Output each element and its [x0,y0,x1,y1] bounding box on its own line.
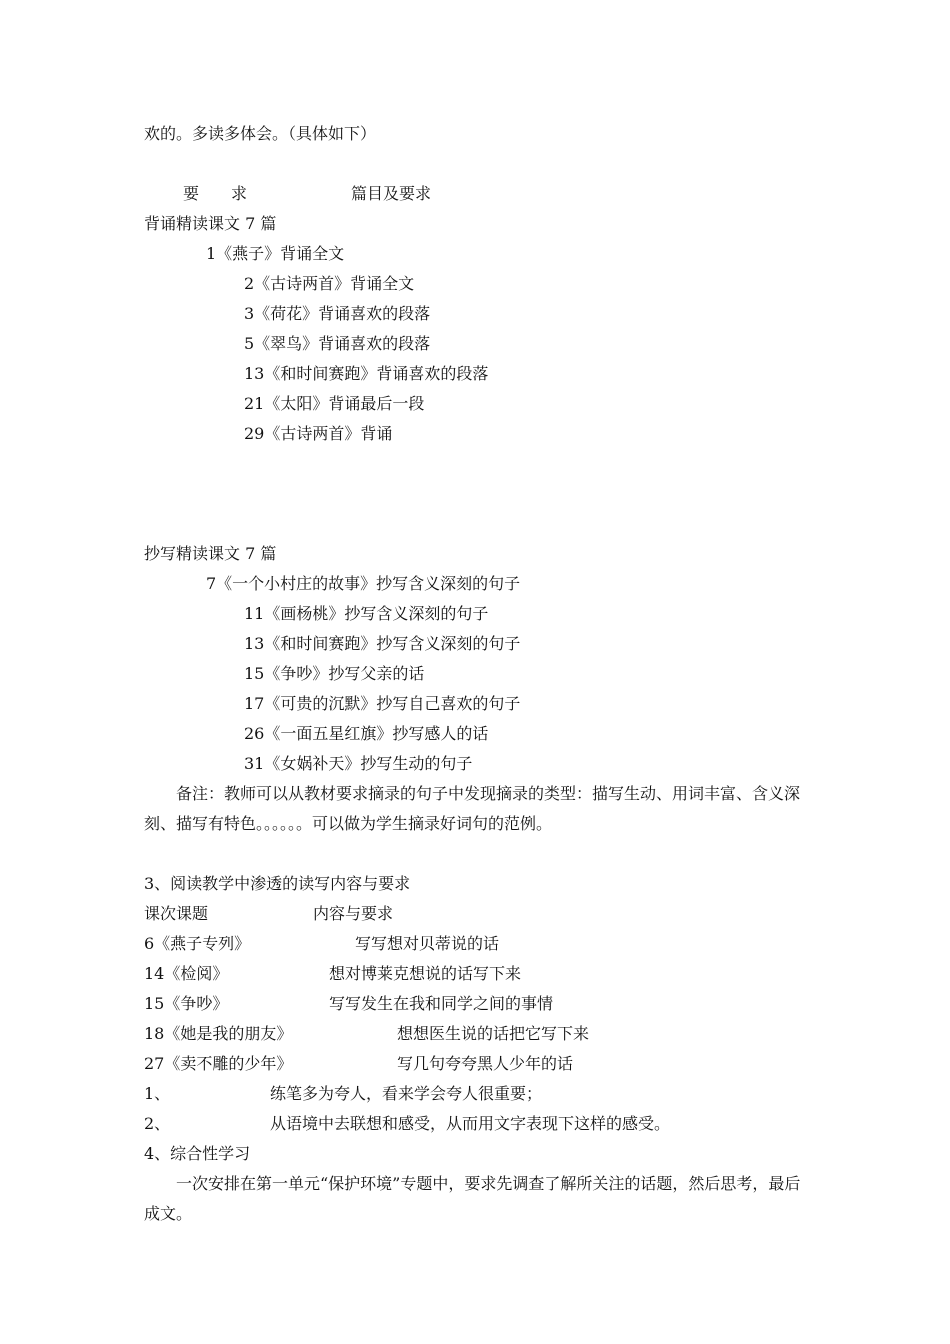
recite-item: 1《燕子》背诵全文 [206,244,345,263]
lesson-title: 14《检阅》 [144,964,229,983]
section4-title: 4、综合性学习 [144,1144,251,1163]
point-text: 练笔多为夸人，看来学会夸人很重要； [270,1084,543,1103]
copy-item: 7《一个小村庄的故事》抄写含义深刻的句子 [206,574,521,593]
recite-item: 29《古诗两首》背诵 [244,424,393,443]
lesson-title: 15《争吵》 [144,994,229,1013]
recite-item: 3《荷花》背诵喜欢的段落 [244,304,431,323]
recite-item: 13《和时间赛跑》背诵喜欢的段落 [244,364,489,383]
section4-paragraph: 一次安排在第一单元“保护环境”专题中，要求先调查了解所关注的话题，然后思考，最后成文。 [144,1174,801,1223]
copy-item: 15《争吵》抄写父亲的话 [244,664,425,683]
section3-header-lesson: 课次课题 [144,904,209,923]
lesson-content: 想对博莱克想说的话写下来 [329,964,522,983]
section3-header-content: 内容与要求 [313,904,394,923]
copy-item: 17《可贵的沉默》抄写自己喜欢的句子 [244,694,521,713]
table-header-titles: 篇目及要求 [351,184,432,203]
recite-item: 21《太阳》背诵最后一段 [244,394,425,413]
lesson-content: 写几句夸夸黑人少年的话 [397,1054,574,1073]
copy-item: 31《女娲补天》抄写生动的句子 [244,754,473,773]
recite-title: 背诵精读课文 7 篇 [144,214,277,233]
note-paragraph: 备注：教师可以从教材要求摘录的句子中发现摘录的类型：描写生动、用词丰富、含义深刻、描写有特色。。。。。。可以做为学生摘录好词句的范例。 [144,784,801,833]
lesson-title: 27《卖不雕的少年》 [144,1054,293,1073]
lesson-content: 写写想对贝蒂说的话 [355,934,500,953]
point-text: 从语境中去联想和感受，从而用文字表现下这样的感受。 [270,1114,671,1133]
copy-item: 13《和时间赛跑》抄写含义深刻的句子 [244,634,521,653]
lesson-title: 18《她是我的朋友》 [144,1024,293,1043]
copy-title: 抄写精读课文 7 篇 [144,544,277,563]
intro-text: 欢的。多读多体会。（具体如下） [144,124,377,143]
recite-item: 2《古诗两首》背诵全文 [244,274,415,293]
lesson-content: 想想医生说的话把它写下来 [397,1024,590,1043]
recite-item: 5《翠鸟》背诵喜欢的段落 [244,334,431,353]
point-number: 2、 [144,1114,171,1133]
copy-item: 26《一面五星红旗》抄写感人的话 [244,724,489,743]
point-number: 1、 [144,1084,171,1103]
lesson-title: 6《燕子专列》 [144,934,251,953]
lesson-content: 写写发生在我和同学之间的事情 [329,994,554,1013]
table-header-requirement: 要 求 [183,184,248,203]
section3-title: 3、阅读教学中渗透的读写内容与要求 [144,874,411,893]
copy-item: 11《画杨桃》抄写含义深刻的句子 [244,604,489,623]
